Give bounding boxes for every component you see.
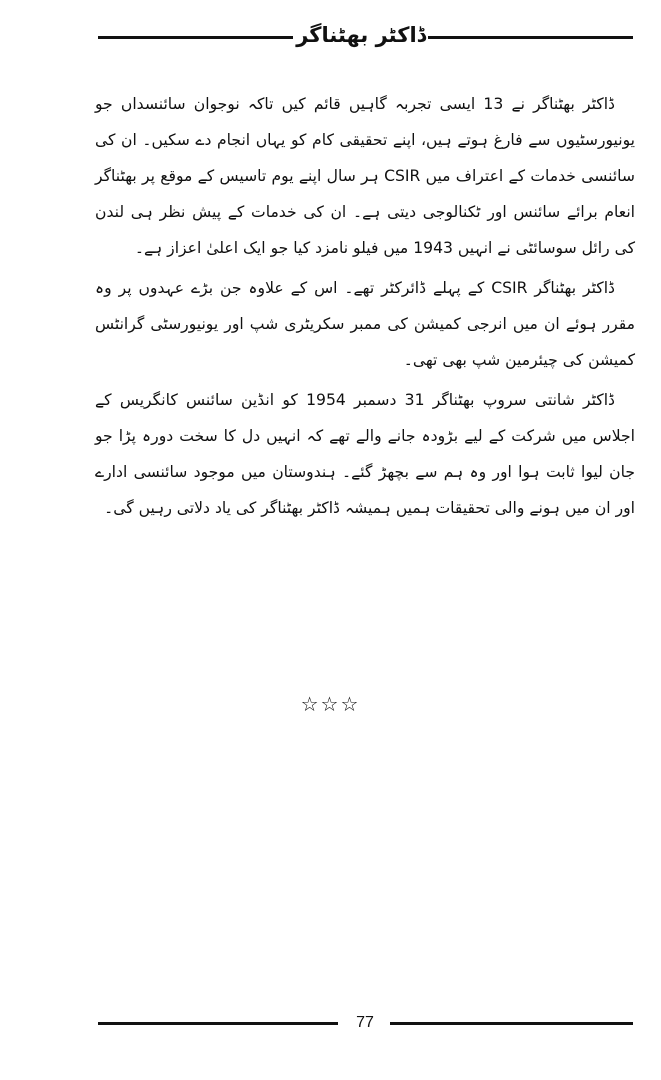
paragraph-3: ڈاکٹر شانتی سروپ بھٹناگر 31 دسمبر 1954 کو انڈین سائنس کانگریس کے اجلاس میں شرکت کے لیے بڑودہ جانے والے تھے کہ انہیں دل کا سخت دورہ پڑا جو جان لیوا ثابت ہوا اور وہ ہم سے بچھڑ گئے۔ ہندوستان میں موجود سائنسی ادارے اور ان میں ہونے والی تحقیقات ہمیں ہمیشہ ڈاکٹر بھٹناگر کی یاد دلاتی رہیں گی۔: [95, 391, 635, 517]
section-separator-stars: ☆☆☆: [300, 692, 361, 716]
paragraph-1: ڈاکٹر بھٹناگر نے 13 ایسی تجربہ گاہیں قائم کیں تاکہ نوجوان سائنسداں جو یونیورسٹیوں سے فارغ ہوتے ہیں، اپنے تحقیقی کام کو یہاں انجام دے سکیں۔ ان کی سائنسی خدمات کے اعتراف میں CSIR ہر سال اپنے یوم تاسیس کے موقع پر بھٹناگر انعام برائے سائنس اور ٹکنالوجی دیتی ہے۔ ان کی خدمات کے پیش نظر ہی لندن کی رائل سوسائٹی نے انہیں 1943 میں فیلو نامزد کیا جو ایک اعلیٰ اعزاز ہے۔: [95, 95, 635, 257]
body-text: [95, 86, 635, 530]
header-rule-right: [428, 36, 633, 39]
footer-rule-right: [390, 1022, 633, 1025]
running-header-title: ڈاکٹر بھٹناگر: [296, 23, 426, 47]
paragraph-2: ڈاکٹر بھٹناگر CSIR کے پہلے ڈائرکٹر تھے۔ اس کے علاوہ جن بڑے عہدوں پر وہ مقرر ہوئے ان میں انرجی کمیشن کی ممبر سکریٹری شپ اور یونیورسٹی گرانٹس کمیشن کی چیئرمین شپ بھی تھی۔: [95, 279, 635, 369]
page-footer: [98, 1008, 638, 1038]
page-number: 77: [356, 1014, 374, 1031]
header-rule-left: [98, 36, 293, 39]
footer-rule-left: [98, 1022, 338, 1025]
running-header: [98, 16, 638, 56]
